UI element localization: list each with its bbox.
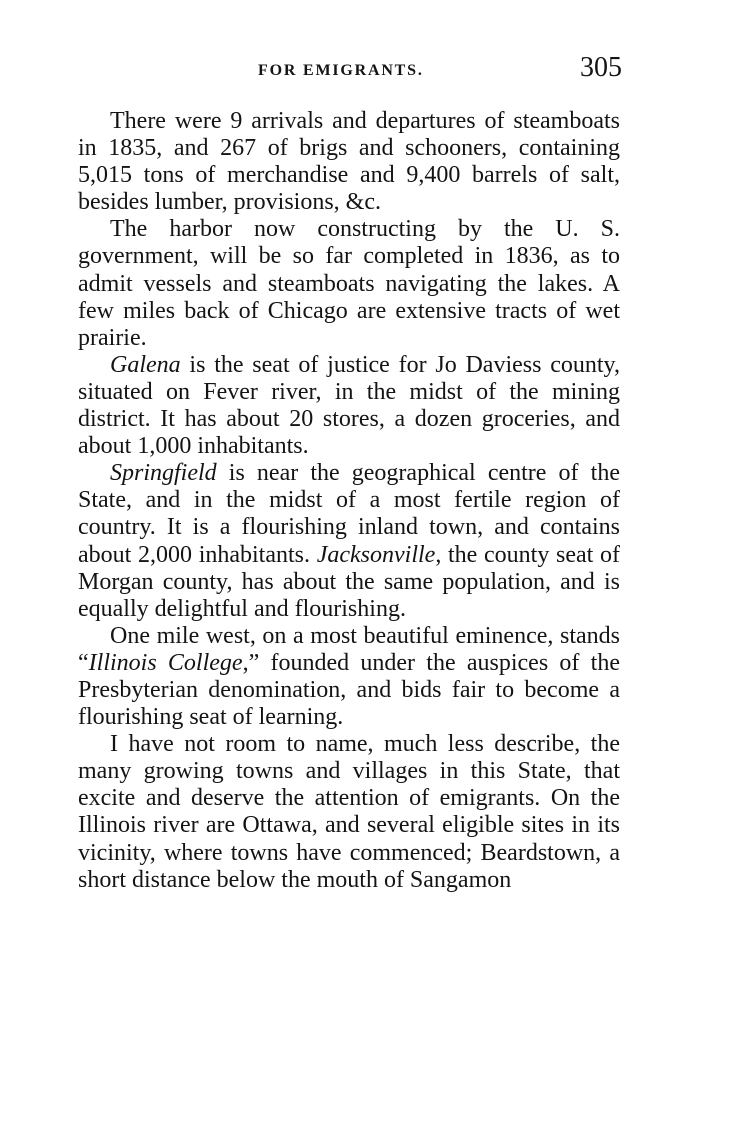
paragraph-text: is near the geographical centre of the State, and in the midst of a most fertile region of country. It is a flourishing inland town, and contains about 2,000 inhabitants.: [78, 460, 620, 568]
paragraph-harbor-construction: [78, 216, 620, 351]
paragraph-text: I have not room to name, much less describe, the many growing towns and villages in this State, that excite and deserve the attention of emigrants. On the Illinois river are Ottawa, and several eligible sites in its vicinity, where towns have commenced; Beardstown, a short distance below the mouth of Sangamon: [78, 731, 620, 893]
institution-name-illinois-college: Illinois College: [88, 649, 243, 676]
paragraph-growing-towns: [78, 731, 620, 894]
paragraph-text: One mile west, on a most beautiful eminence, stands “: [78, 622, 620, 676]
paragraph-text: The harbor now constructing by the U. S. government, will be so far completed in 1836, as to admit vessels and steamboats navigating the lakes. A few miles back of Chicago are extensive tracts of wet prairie.: [78, 216, 620, 351]
paragraph-text: , the county seat of Morgan county, has about the same population, and is equally delightful and flourishing.: [78, 541, 620, 622]
paragraph-harbor-arrivals: [78, 108, 620, 216]
paragraph-text: There were 9 arrivals and departures of steamboats in 1835, and 267 of brigs and schooners, containing 5,015 tons of merchandise and 9,400 barrels of salt, besides lumber, provisions, &c.: [78, 108, 620, 216]
paragraph-text: is the seat of justice for Jo Daviess county, situated on Fever river, in the midst of the mining district. It has about 20 stores, a dozen groceries, and about 1,000 inhabitants.: [78, 351, 620, 460]
page-header: [78, 52, 622, 88]
place-name-springfield: Springfield: [110, 460, 217, 487]
body-text: [78, 108, 620, 894]
place-name-galena: Galena: [110, 351, 181, 378]
paragraph-galena: [78, 352, 620, 460]
paragraph-text: ,” founded under the auspices of the Presbyterian denomination, and bids fair to become a flourishing seat of learning.: [78, 649, 620, 731]
paragraph-springfield: [78, 460, 620, 623]
paragraph-illinois-college: [78, 623, 620, 731]
place-name-jacksonville: Jacksonville: [316, 541, 436, 568]
running-head: FOR EMIGRANTS.: [258, 62, 424, 79]
page-number: 305: [580, 52, 622, 83]
